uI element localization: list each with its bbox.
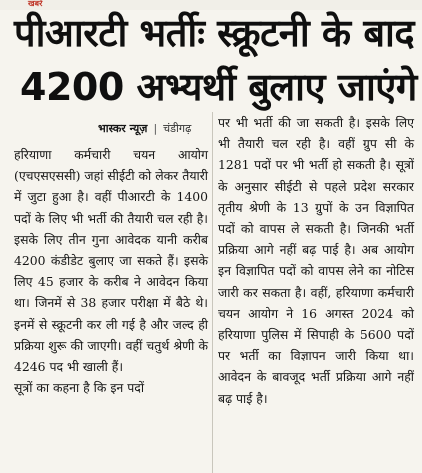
news-source: भास्कर न्यूज़ (98, 122, 148, 135)
headline-line-2: 4200 अभ्यर्थी बुलाए जाएंगे (20, 65, 417, 109)
dateline-city: चंडीगढ़ (163, 122, 192, 135)
paragraph-3: सूत्रों का कहना है कि इन पदों (14, 380, 145, 396)
paragraph-1: हरियाणा कर्मचारी चयन आयोग (एचएसएससी) जहां सीईटी को लेकर तैयारी में जुटा हुआ है। वहीं पीआरटी के 1400 पदों के लिए भी भर्ती की तैयारी चल रही है। (14, 147, 208, 226)
article-column-left (14, 112, 208, 473)
paragraph-continued: पर भी भर्ती की जा सकती है। इसके लिए भी तैयारी चल रही है। वहीं ग्रुप सी के 1281 पदों पर भी भर्ती हो सकती है। सूत्रों के अनुसार सीईटी से पहले प्रदेश सरकार तृतीय श्रेणी के 13 ग्रुपों के उन विज्ञापित पदों को वापस ले सकती है। जिनकी भर्ती प्रक्रिया आगे नहीं बढ़ पाई है। अब आयोग इन विज्ञापित पदों को वापस लेने का नोटिस जारी कर सकता है। वहीं, हरियाणा कर्मचारी चयन आयोग ने 16 अगस्त 2024 को हरियाणा पुलिस में सिपाही के 5600 पदों पर भर्ती का विज्ञापन जारी किया था। आवेदन के बावजूद भर्ती प्रक्रिया आगे नहीं बढ़ पाई है। (218, 115, 414, 406)
article-column-right (218, 112, 414, 473)
headline-line-1: पीआरटी भर्तीः स्क्रूटनी के बाद (14, 11, 415, 55)
dateline-separator: | (153, 122, 158, 135)
section-tag: खबरें (28, 0, 43, 8)
paragraph-2: इसके लिए तीन गुना आवेदक यानी करीब 4200 कंडीडेट बुलाए जा सकते हैं। इसके लिए 45 हजार के करीब ने आवेदन किया था। जिनमें से 38 हजार परीक्षा में बैठे थे। इनमें से स्क्रूटनी कर ली गई है और जल्द ही प्रक्रिया शुरू की जाएगी। वहीं चतुर्थ श्रेणी के 4246 पद भी खाली हैं। (14, 231, 208, 375)
column-divider (212, 112, 213, 473)
dateline (98, 120, 208, 138)
